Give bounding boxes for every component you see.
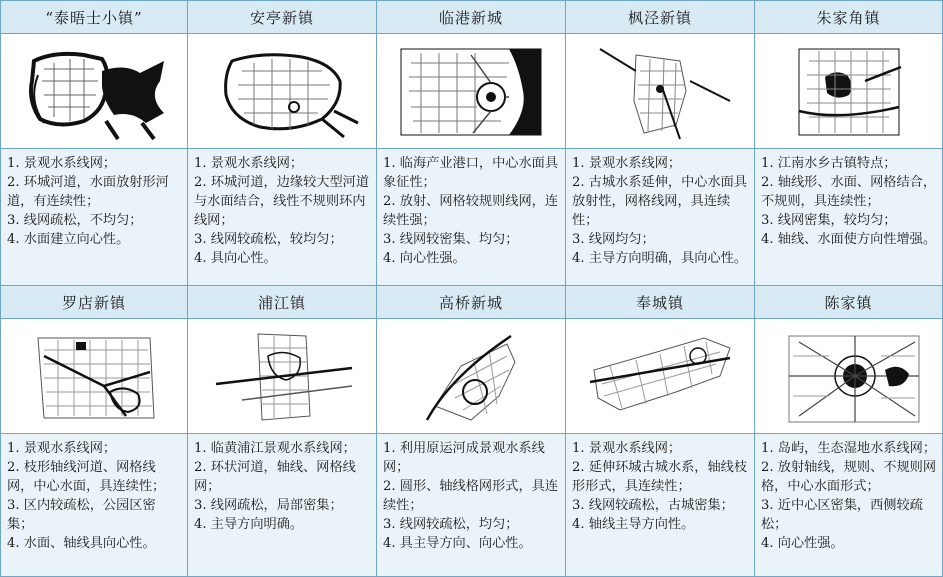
town-description-1 bbox=[188, 149, 377, 286]
description-line: 1. 景观水系线网； bbox=[194, 156, 304, 171]
description-line: 3. 近中心区密集，西侧较疏松； bbox=[761, 498, 923, 532]
description-line: 3. 线网疏松，局部密集； bbox=[194, 498, 343, 513]
description-line: 2. 环状河道，轴线、网格线网； bbox=[194, 460, 356, 494]
description-line: 4. 向心性强。 bbox=[383, 251, 466, 266]
town-description-3 bbox=[566, 149, 755, 286]
description-line: 1. 景观水系线网； bbox=[572, 156, 682, 171]
town-description-4 bbox=[755, 149, 943, 286]
town-map-5 bbox=[0, 319, 188, 434]
description-line: 2. 放射、网格较规则线网，连续性强； bbox=[383, 194, 559, 228]
town-header-7 bbox=[377, 286, 566, 319]
description-line: 1. 临黄浦江景观水系线网； bbox=[194, 441, 356, 456]
water-network-map bbox=[14, 41, 174, 141]
town-name: 罗店新镇 bbox=[61, 293, 126, 312]
town-name: 奉城镇 bbox=[635, 293, 684, 312]
water-network-map bbox=[14, 326, 174, 426]
town-map-1 bbox=[188, 34, 377, 149]
town-map-6 bbox=[188, 319, 377, 434]
town-name: 安亭新镇 bbox=[249, 8, 314, 27]
description-line: 2. 圆形、轴线格网形式，具连续性； bbox=[383, 479, 559, 513]
description-line: 2. 延伸环城古城水系，轴线枝形形式，具连续性； bbox=[572, 460, 748, 494]
town-header-5 bbox=[0, 286, 188, 319]
town-description-8 bbox=[566, 434, 755, 577]
description-line: 1. 景观水系线网； bbox=[572, 441, 682, 456]
description-line: 2. 古城水系延伸，中心水面具放射性，网格线网，具连续性； bbox=[572, 175, 748, 228]
town-description-9 bbox=[755, 434, 943, 577]
water-network-map bbox=[580, 41, 740, 141]
description-line: 1. 景观水系线网； bbox=[7, 441, 117, 456]
town-header-6 bbox=[188, 286, 377, 319]
description-line: 1. 临海产业港口，中心水面具象征性； bbox=[383, 156, 559, 190]
description-line: 1. 江南水乡古镇特点； bbox=[761, 156, 897, 171]
description-line: 2. 轴线形、水面、网格结合，不规则，具连续性； bbox=[761, 175, 937, 209]
town-header-3 bbox=[566, 1, 755, 34]
town-map-8 bbox=[566, 319, 755, 434]
town-map-2 bbox=[377, 34, 566, 149]
description-line: 4. 轴线主导方向性。 bbox=[572, 517, 695, 532]
description-line: 3. 线网密集，较均匀； bbox=[761, 213, 897, 228]
description-line: 1. 利用原运河成景观水系线网； bbox=[383, 441, 545, 475]
description-line: 4. 轴线、水面使方向性增强。 bbox=[761, 232, 937, 247]
town-description-7 bbox=[377, 434, 566, 577]
town-name: 枫泾新镇 bbox=[627, 8, 692, 27]
description-line: 4. 主导方向明确，具向心性。 bbox=[572, 251, 748, 266]
description-line: 2. 枝形轴线河道、网格线网，中心水面，具连续性； bbox=[7, 460, 166, 494]
description-line: 3. 线网较密集、均匀； bbox=[383, 232, 519, 247]
town-description-2 bbox=[377, 149, 566, 286]
description-line: 1. 景观水系线网； bbox=[7, 156, 117, 171]
town-header-9 bbox=[755, 286, 943, 319]
town-map-0 bbox=[0, 34, 188, 149]
description-line: 4. 主导方向明确。 bbox=[194, 517, 304, 532]
town-description-5 bbox=[0, 434, 188, 577]
description-line: 2. 环城河道，水面放射形河道，有连续性； bbox=[7, 175, 169, 209]
water-network-map bbox=[769, 326, 929, 426]
description-line: 3. 线网较疏松，较均匀； bbox=[194, 232, 343, 247]
town-description-6 bbox=[188, 434, 377, 577]
water-network-map bbox=[391, 41, 551, 141]
description-line: 4. 水面、轴线具向心性。 bbox=[7, 536, 156, 551]
town-description-0 bbox=[0, 149, 188, 286]
description-line: 3. 线网均匀； bbox=[572, 232, 655, 247]
water-network-map bbox=[769, 41, 929, 141]
description-line: 3. 线网疏松，不均匀； bbox=[7, 213, 143, 228]
town-map-3 bbox=[566, 34, 755, 149]
description-line: 3. 线网较疏松，古城密集； bbox=[572, 498, 734, 513]
water-network-map bbox=[580, 326, 740, 426]
town-name: 朱家角镇 bbox=[816, 8, 881, 27]
description-line: 2. 环城河道，边缘较大型河道与水面结合，线性不规则环内线网； bbox=[194, 175, 370, 228]
town-name: 高桥新城 bbox=[438, 293, 503, 312]
town-map-4 bbox=[755, 34, 943, 149]
town-header-0 bbox=[0, 1, 188, 34]
town-name: 临港新城 bbox=[438, 8, 503, 27]
water-network-map bbox=[391, 326, 551, 426]
town-header-8 bbox=[566, 286, 755, 319]
description-line: 4. 水面建立向心性。 bbox=[7, 232, 130, 247]
description-line: 3. 线网较疏松，均匀； bbox=[383, 517, 519, 532]
town-name: “泰晤士小镇” bbox=[45, 8, 143, 27]
description-line: 1. 岛屿，生态湿地水系线网； bbox=[761, 441, 937, 456]
description-line: 2. 放射轴线，规则、不规则网格，中心水面形式； bbox=[761, 460, 937, 494]
description-line: 4. 具向心性。 bbox=[194, 251, 277, 266]
town-map-9 bbox=[755, 319, 943, 434]
water-network-map bbox=[202, 41, 362, 141]
description-line: 4. 向心性强。 bbox=[761, 536, 844, 551]
description-line: 4. 具主导方向、向心性。 bbox=[383, 536, 532, 551]
town-name: 浦江镇 bbox=[257, 293, 306, 312]
town-map-7 bbox=[377, 319, 566, 434]
description-line: 3. 区内较疏松，公园区密集； bbox=[7, 498, 156, 532]
town-header-4 bbox=[755, 1, 943, 34]
water-network-map bbox=[202, 326, 362, 426]
town-header-1 bbox=[188, 1, 377, 34]
town-header-2 bbox=[377, 1, 566, 34]
town-name: 陈家镇 bbox=[824, 293, 873, 312]
